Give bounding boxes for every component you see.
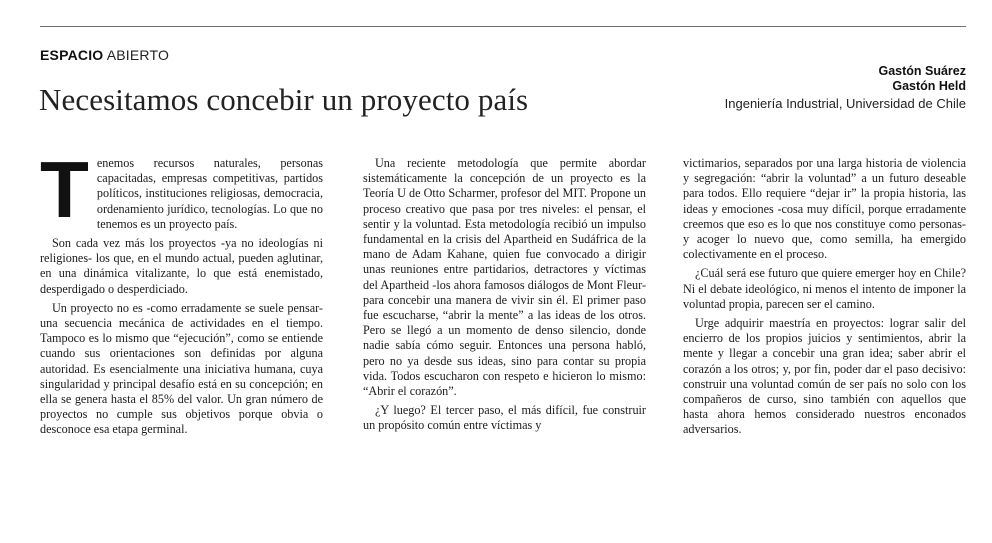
article-column-1 (40, 145, 323, 438)
section-label-bold: ESPACIO (40, 47, 104, 63)
author-2: Gastón Held (892, 79, 966, 93)
paragraph: Son cada vez más los proyectos -ya no ideologías ni religiones- los que, en el mundo actual, pueden aglutinar, en una dinámica vitalizante, lo que está enemistado, desperdigado o desperdiciado. (40, 236, 323, 296)
article-column-2 (363, 156, 646, 434)
author-1: Gastón Suárez (878, 64, 966, 78)
paragraph: ¿Y luego? El tercer paso, el más difícil, fue construir un propósito común entre víctimas y (363, 403, 646, 433)
paragraph-text: enemos recursos naturales, personas capacitadas, empresas competitivas, partidos políticos, instituciones religiosas, democracia, ordenamiento jurídico, tecnologías. Lo que no tenemos es un proyecto país. (96, 156, 323, 231)
top-rule (40, 26, 966, 27)
paragraph: victimarios, separados por una larga historia de violencia y segregación: “abrir la voluntad” a un futuro deseable para todos. Ello requiere “dejar ir” la propia historia, las ideas y emociones -cosa muy difícil, porque erradamente creemos que eso es lo que nos constituye como personas- y acoger lo nuevo que, como semilla, ha emergido colectivamente en el proceso. (683, 156, 966, 262)
drop-cap: T (40, 145, 89, 234)
article-column-3 (683, 156, 966, 438)
paragraph: Un proyecto no es -como erradamente se suele pensar- una secuencia mecánica de actividades en el tiempo. Tampoco es lo mismo que “ejecución”, como se entiende cuando sus orientaciones son definidas por alguna autoridad. Es esencialmente una iniciativa humana, cuya singularidad y principal desafío está en su concepción; en ella se genera hasta el 85% del valor. Un gran número de proyectos no cumple sus objetivos porque obvia o desconoce esa etapa germinal. (40, 300, 323, 437)
section-label (40, 47, 169, 63)
paragraph: Una reciente metodología que permite abordar sistemáticamente la concepción de un proyecto es la Teoría U de Otto Scharmer, profesor del MIT. Propone un proceso creativo que pasa por tres niveles: el pensar, el sentir y la voluntad. Esta metodología recibió un impulso fundamental en la crisis del Apartheid en Sudáfrica de la mano de Adam Kahane, quien fue convocado a dirigir unas reuniones entre partidarios, detractores y víctimas del Apartheid -los ahora famosos diálogos de Mont Fleur- para concebir una manera de vivir sin él. El primer paso fue escucharse, “abrir la mente” a las ideas de los otros. Pero se llegó a un momento de denso silencio, donde nadie sabía cómo seguir. Entonces una persona habló, pero no ya desde sus ideas, sino para contar su propia vida. Todos escucharon con respeto e hicieron lo mismo: “Abrir el corazón”. (363, 156, 646, 399)
paragraph: Urge adquirir maestría en proyectos: lograr salir del encierro de los propios juicios y sentimientos, abrir la mente y llegar a concebir una gran idea; saber abrir el corazón a los otros; y, por fin, poder dar el paso decisivo: construir una voluntad común de ser país no solo con los compañeros de curso, sino también con aquellos que hasta ahora hemos considerado nuestros enconados adversarios. (683, 316, 966, 437)
affiliation: Ingeniería Industrial, Universidad de Chile (724, 96, 966, 111)
section-label-light: ABIERTO (106, 47, 170, 63)
headline: Necesitamos concebir un proyecto país (39, 82, 529, 117)
byline (725, 64, 966, 112)
paragraph (40, 145, 323, 234)
paragraph: ¿Cuál será ese futuro que quiere emerger hoy en Chile? Ni el debate ideológico, ni menos el intento de imponer la voluntad propia, parecen ser el camino. (683, 266, 966, 311)
